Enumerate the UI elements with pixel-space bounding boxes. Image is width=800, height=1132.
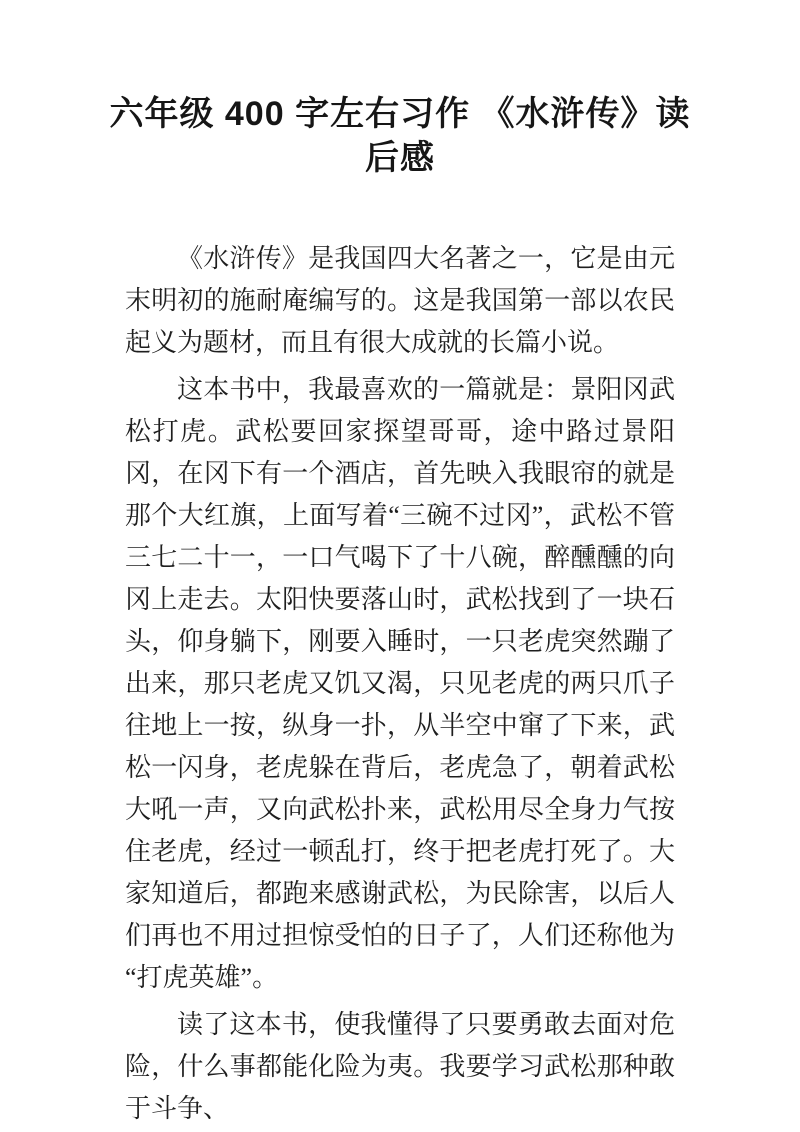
document-title bbox=[90, 92, 710, 180]
document-title-line-2: 后感 bbox=[365, 139, 435, 177]
paragraph-story: 这本书中，我最喜欢的一篇就是：景阳冈武松打虎。武松要回家探望哥哥，途中路过景阳冈，在冈下有一个酒店，首先映入我眼帘的就是那个大红旗，上面写着“三碗不过冈”，武松不管三七二十一，一口气喝下了十八碗，醉醺醺的向冈上走去。太阳快要落山时，武松找到了一块石头，仰身躺下，刚要入睡时，一只老虎突然蹦了出来，那只老虎又饥又渴，只见老虎的两只爪子往地上一按，纵身一扑，从半空中窜了下来，武松一闪身，老虎躲在背后，老虎急了，朝着武松大吼一声，又向武松扑来，武松用尽全身力气按住老虎，经过一顿乱打，终于把老虎打死了。大家知道后，都跑来感谢武松，为民除害，以后人们再也不用过担惊受怕的日子了，人们还称他为“打虎英雄”。 bbox=[125, 375, 675, 992]
document-title-line-1: 六年级 400 字左右习作 《水浒传》读 bbox=[109, 95, 691, 133]
paragraph-intro: 《水浒传》是我国四大名著之一，它是由元末明初的施耐庵编写的。这是我国第一部以农民起义为题材，而且有很大成就的长篇小说。 bbox=[125, 244, 675, 357]
document-body bbox=[125, 238, 675, 1130]
paragraph-reflection: 读了这本书，使我懂得了只要勇敢去面对危险，什么事都能化险为夷。我要学习武松那种敢于斗争、 bbox=[125, 1010, 675, 1123]
